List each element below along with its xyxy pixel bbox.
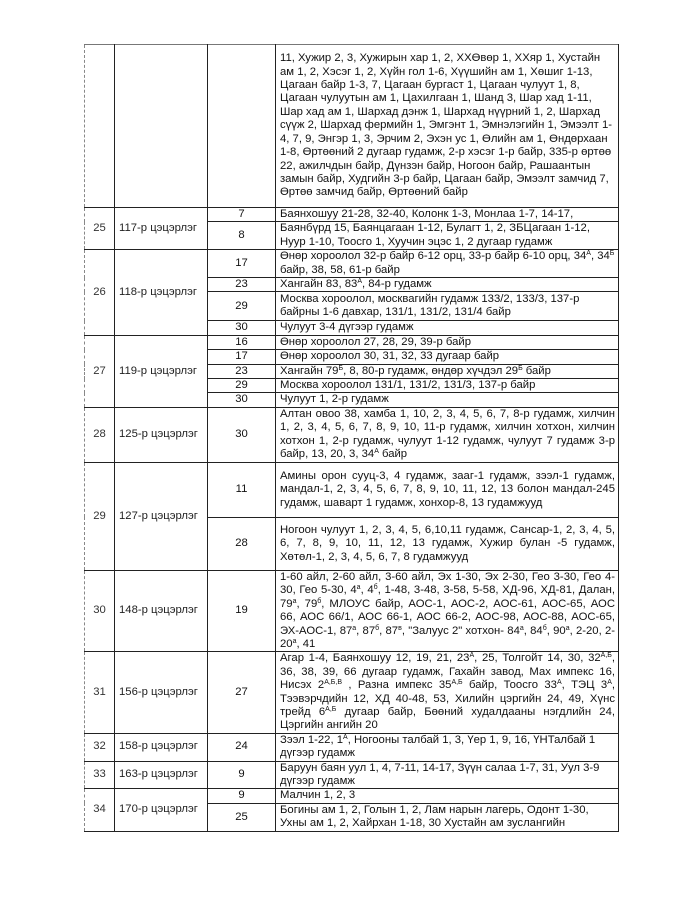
table-row [85,250,619,278]
superscript-letter: Б [518,364,523,372]
address-text: Өнөр хороолол 32-р байр 6-12 орц, 33-р байр 6-10 орц, 34 [280,250,587,263]
superscript-letter: А,Б,В [324,679,343,687]
table-row [85,335,619,349]
address-list: Амины орон сууц-3, 4 гудамж, зааг-1 гудамж, зээл-1 гудамж, мандал-1, 2, 3, 4, 5, 6, 7, 8, 9, 10, 11, 12, 13 болон мандал-245 гудамж, шаварт 1 гудамж, хонхор-8, 13 гудамжууд [276,462,619,517]
address-text: байр [522,364,551,377]
superscript-letter: А,Б [600,652,612,660]
kindergarten-name: 163-р цэцэрлэг [115,761,208,789]
kindergarten-name: 125-р цэцэрлэг [115,407,208,462]
address-text: Хангайн 83, 83 [280,278,358,291]
row-number: 31 [85,652,115,733]
address-list: Москва хороолол, москвагийн гудамж 133/2, 133/3, 137-р байрны 1-6 давхар, 131/1, 131/2, 131/4 байр [276,292,619,321]
address-list: Баянбүрд 15, Баянцагаан 1-12, Булагт 1, 2, ЗБЦагаан 1-12, Нуур 1-10, Тоосго 1, Хуучин эцэс 1, 2 дугаар гудамж [276,222,619,250]
address-text: 1-60 айл, 2-60 айл, 3-60 айл, Эх 1-30, Эх 2-30, Гео 3-30, Гео 4-30, Гео 5-30, 4 [280,570,615,597]
kindergarten-name: 127-р цэцэрлэг [115,462,208,570]
table-row [85,733,619,761]
khoroo-number: 23 [208,364,276,378]
khoroo-number: 16 [208,335,276,349]
address-text: , 84-р гудамж [361,278,432,291]
address-text: , 79 [296,597,318,610]
table-row [85,761,619,789]
khoroo-number: 30 [208,407,276,462]
superscript-letter: А [357,278,362,286]
superscript-letter: А [469,652,475,660]
superscript-letter: в [398,624,402,632]
address-text: байр [378,448,408,461]
khoroo-number: 9 [208,761,276,789]
khoroo-number: 8 [208,222,276,250]
kindergarten-name: 118-р цэцэрлэг [115,250,208,336]
khoroo-number: 30 [208,321,276,335]
superscript-letter: А [607,679,612,687]
address-text: , 25, Толгойт 14, 30, 32 [474,652,601,665]
kindergarten-name: 156-р цэцэрлэг [115,652,208,733]
address-list: Москва хороолол 131/1, 131/2, 131/3, 137-р байр [276,379,619,393]
kindergarten-name: 117-р цэцэрлэг [115,208,208,250]
row-number: 30 [85,570,115,651]
address-list: Ногоон чулуут 1, 2, 3, 4, 5, 6,10,11 гудамж, Сансар-1, 2, 3, 4, 5, 6, 7, 8, 9, 10, 11, 12, 13 гудамж, Хужир булан -5 гудамж, Хөтөл-1, 2, 3, 4, 5, 6, 7, 8 гудамжууд [276,517,619,570]
superscript-letter: б [542,624,547,632]
row-number: 32 [85,733,115,761]
address-text: дугаар байр, Бөөний худалдааны нэгдлийн 24, Цэргийн ангийн 20 [280,705,615,732]
row-number-cell [85,45,115,208]
superscript-letter: А [343,733,348,741]
superscript-letter: а [356,584,361,592]
address-text: Агар 1-4, Баянхошуу 12, 19, 21, 23 [280,652,470,665]
address-text: , Тээвэрчдийн 12, ХД 40-48, 53, Хилийн цэргийн 24, 49, Хүнс трейд 6 [280,679,615,718]
address-text: Хангайн 79 [280,364,339,377]
superscript-letter: б [317,597,322,605]
address-text: , 2-20, 2-20 [280,624,616,650]
superscript-letter: б [375,624,380,632]
table-row [85,652,619,733]
address-text: , 84 [523,624,543,637]
address-list [276,570,619,651]
khoroo-number: 28 [208,517,276,570]
superscript-letter: а [292,637,297,645]
khoroo-number: 7 [208,208,276,222]
address-text: , 41 [296,637,316,650]
superscript-letter: б [373,584,378,592]
address-table [84,44,619,832]
superscript-letter: а [565,624,570,632]
address-text: , 1-48, 3-48, 3-58, 5-58, ХД-96, ХД-81, Далан, 79 [280,584,615,610]
table-row [85,789,619,803]
address-text: , 4 [360,584,374,597]
address-text: , 8, 80-р гудамж, өндөр хүчдэл 29 [343,364,519,377]
address-list: Малчин 1, 2, 3 [276,789,619,803]
address-cell: 11, Хужир 2, 3, Хужирын хар 1, 2, ХХӨвөр 1, ХХяр 1, Хустайн ам 1, 2, Хэсэг 1, 2, Хүйн гол 1-6, Хүүшийн ам 1, Хөшиг 1-13, Цагаан байр 1-3, 7, Цагаан бургаст 1, Цагаан чулуут 1, 8, Цагаан чулуутын ам 1, Цахилгаан 1, Шанд 3, Шар хад 1-11, Шар хад ам 1, Шархад дэнж 1, Шархад нүүрний 1, 2, Шархад сүүж 2, Шархад фермийн 1, Эмгэнт 1, Эмнэлэгийн 1, Эмээлт 1-4, 7, 9, Энгэр 1, 3, Эрчим 2, Эхэн ус 1, Өлийн ам 1, Өндөрхаан 1-8, Өртөөний 2 дугаар гудамж, 2-р хэсэг 1-р байр, 335-р өртөө 22, ажилчдын байр, Дүнзэн байр, Ногоон байр, Рашаантын замын байр, Худгийн 3-р байр, Цагаан байр, Эмээлт замчид 7, Өртөө замчид байр, Өртөөний байр [276,45,619,208]
row-number: 26 [85,250,115,336]
table-row [85,462,619,517]
address-list [276,250,619,278]
superscript-letter: Б [338,364,344,372]
superscript-letter: А,Б [325,705,337,713]
row-number: 25 [85,208,115,250]
khoroo-number: 24 [208,733,276,761]
khoroo-number: 9 [208,789,276,803]
address-list: Чулуут 3-4 дүгээр гудамж [276,321,619,335]
table-row [85,570,619,651]
address-list [276,364,619,378]
khoroo-number: 17 [208,250,276,278]
kindergarten-cell [115,45,208,208]
address-list: Чулуут 1, 2-р гудамж [276,393,619,407]
table-row-continuation [85,45,619,208]
superscript-letter: а [352,624,357,632]
address-text: Зээл 1-22, 1 [280,733,344,746]
address-text: , МЛОУС байр, АОС-1, АОС-2, АОС-61, АОС-65, АОС 66, АОС 66/1, АОС 66-1, АОС 66-2, АОС-98, АОС-88, АОС-65, ЭХ-АОС-1, 87 [280,597,616,637]
address-text: , 36, 38, 39, 66 дугаар гудамж, Гахайн завод, Мах импекс 16, Нисэх 2 [280,652,616,692]
kindergarten-name: 148-р цэцэрлэг [115,570,208,651]
address-text: , Ногооны талбай 1, 3, Үер 1, 9, 16, ҮНТалбай 1 дүгээр гудамж [280,733,596,760]
khoroo-number: 27 [208,652,276,733]
khoroo-cell [208,45,276,208]
khoroo-number: 19 [208,570,276,651]
kindergarten-name: 119-р цэцэрлэг [115,335,208,407]
row-number: 27 [85,335,115,407]
superscript-letter: А,Б [451,679,463,687]
row-number: 33 [85,761,115,789]
address-list [276,407,619,462]
khoroo-number: 23 [208,278,276,292]
address-text: Алтан овоо 38, хамба 1, 10, 2, 3, 4, 5, 6, 7, 8-р гудамж, хилчин 1, 2, 3, 4, 5, 6, 7, 8, 9, 10, 11-р гудамж, хилчин хотхон, хилчин хотхон 1, 2-р гудамж, чулуут 1-12 гудамж, чулуут 7 гудамж 3-р байр, 13, 20, 3, 34 [280,408,615,461]
address-list: Өнөр хороолол 27, 28, 29, 39-р байр [276,335,619,349]
superscript-letter: А [556,679,562,687]
address-text: , "Залуус 2" хотхон- 84 [401,624,520,637]
row-number: 29 [85,462,115,570]
address-text: , Разна импекс 35 [342,679,452,692]
address-text: байр, Тоосго 33 [462,679,557,692]
table-row [85,407,619,462]
address-text: , ТЭЦ 3 [561,679,608,692]
kindergarten-district-table [84,44,618,832]
kindergarten-name: 170-р цэцэрлэг [115,789,208,831]
row-number: 34 [85,789,115,831]
address-text: , 34 [590,250,610,263]
khoroo-number: 11 [208,462,276,517]
khoroo-number: 25 [208,803,276,831]
address-list: Богины ам 1, 2, Голын 1, 2, Лам нарын лагерь, Одонт 1-30, Ухны ам 1, 2, Хайрхан 1-18, 30 Хустайн ам зуслангийн [276,803,619,831]
address-list: Баянхошуу 21-28, 32-40, Колонк 1-3, Монлаа 1-7, 14-17, [276,208,619,222]
address-list [276,278,619,292]
khoroo-number: 29 [208,379,276,393]
superscript-letter: А [586,250,591,258]
address-text: , 87 [356,624,376,637]
table-row [85,208,619,222]
address-text: байр, 38, 58, 61-р байр [280,263,400,276]
address-list: Баруун баян уул 1, 4, 7-11, 14-17, Зүүн салаа 1-7, 31, Уул 3-9 дүгээр гудамж [276,761,619,789]
khoroo-number: 29 [208,292,276,321]
address-list [276,652,619,733]
khoroo-number: 17 [208,350,276,364]
address-list: Өнөр хороолол 30, 31, 32, 33 дугаар байр [276,350,619,364]
address-text: , 90 [546,624,566,637]
address-text: , 87 [379,624,399,637]
row-number: 28 [85,407,115,462]
superscript-letter: А [374,448,379,456]
superscript-letter: а [292,597,297,605]
address-list [276,733,619,761]
kindergarten-name: 158-р цэцэрлэг [115,733,208,761]
khoroo-number: 30 [208,393,276,407]
superscript-letter: Б [609,250,615,258]
superscript-letter: а [519,624,524,632]
